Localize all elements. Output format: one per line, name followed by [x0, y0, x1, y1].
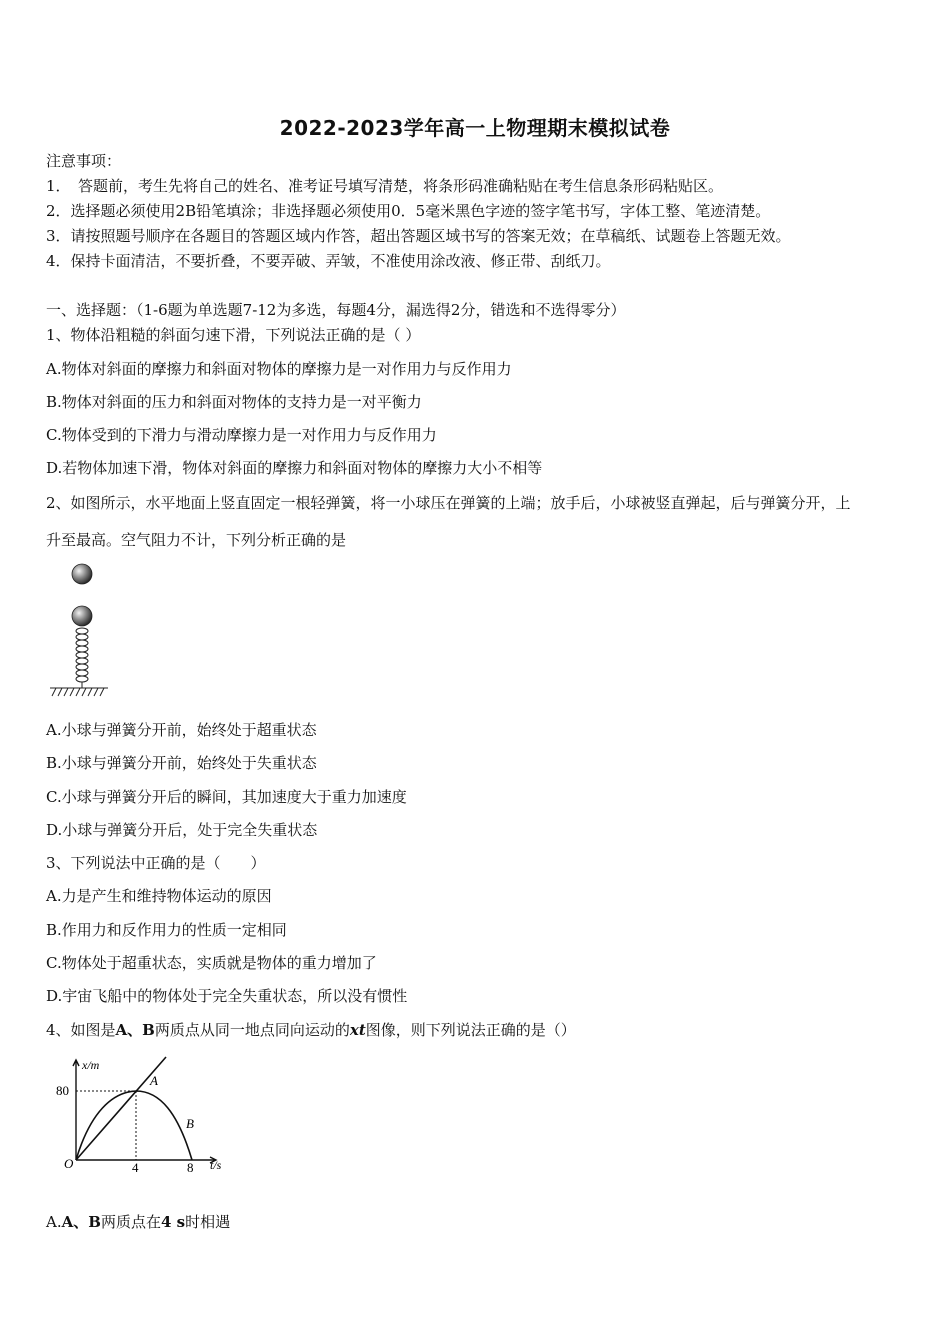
y-tick-80: 80: [56, 1083, 69, 1098]
origin-label: O: [64, 1156, 74, 1171]
q3-option-c: C.物体处于超重状态，实质就是物体的重力增加了: [46, 954, 377, 972]
xt-graph: [50, 1055, 240, 1180]
q2-option-a: A.小球与弹簧分开前，始终处于超重状态: [46, 721, 317, 739]
q1-option-b: B.物体对斜面的压力和斜面对物体的支持力是一对平衡力: [46, 393, 422, 411]
x-tick-4: 4: [132, 1160, 139, 1175]
q3-stem: 3、下列说法中正确的是（ ）: [46, 854, 266, 872]
label-a: A: [150, 1073, 158, 1088]
q4-option-a-suffix: 时相遇: [185, 1213, 231, 1231]
q4-stem-ab: A、B: [115, 1021, 155, 1039]
q2-option-d: D.小球与弹簧分开后，处于完全失重状态: [46, 821, 318, 839]
notice-item-2: 2．选择题必须使用2B铅笔填涂；非选择题必须使用0．5毫米黑色字迹的签字笔书写，字体工整、笔迹清楚。: [46, 202, 771, 220]
notice-item-3: 3．请按照题号顺序在各题目的答题区域内作答，超出答题区域书写的答案无效；在草稿纸、试题卷上答题无效。: [46, 227, 791, 245]
q4-option-a-prefix: A.: [46, 1213, 62, 1231]
q3-option-d: D.宇宙飞船中的物体处于完全失重状态，所以没有惯性: [46, 987, 408, 1005]
q4-option-a-mid: 两质点在: [100, 1213, 161, 1231]
curve-b: [76, 1091, 192, 1160]
lower-ball: [72, 606, 92, 626]
notice-heading: 注意事项：: [46, 152, 122, 170]
section-heading: 一、选择题：（1-6题为单选题7-12为多选，每题4分，漏选得2分，错选和不选得零分）: [46, 301, 626, 319]
q4-stem-mid: 两质点从同一地点同向运动的: [154, 1021, 350, 1039]
page-title: 2022-2023学年高一上物理期末模拟试卷: [279, 116, 671, 140]
q3-option-a: A.力是产生和维持物体运动的原因: [46, 887, 272, 905]
y-axis-label: x/m: [82, 1058, 100, 1072]
q4-option-a-ab: A、B: [61, 1213, 101, 1231]
q4-stem-var: xt: [349, 1021, 366, 1039]
q4-stem: [46, 1020, 576, 1040]
q4-stem-suffix: 图像，则下列说法正确的是（）: [365, 1021, 576, 1039]
q2-stem-line2: 升至最高。空气阻力不计，下列分析正确的是: [46, 531, 347, 549]
x-tick-8: 8: [187, 1160, 194, 1175]
q1-option-a: A.物体对斜面的摩擦力和斜面对物体的摩擦力是一对作用力与反作用力: [46, 360, 512, 378]
q4-stem-prefix: 4、如图是: [46, 1021, 116, 1039]
notice-item-4: 4．保持卡面清洁，不要折叠，不要弄破、弄皱，不准使用涂改液、修正带、刮纸刀。: [46, 252, 611, 270]
q1-option-c: C.物体受到的下滑力与滑动摩擦力是一对作用力与反作用力: [46, 426, 437, 444]
q4-option-a: [46, 1212, 230, 1232]
label-b: B: [186, 1116, 194, 1131]
spring: [76, 628, 88, 688]
top-ball: [72, 564, 92, 584]
q2-stem-line1: 2、如图所示，水平地面上竖直固定一根轻弹簧，将一小球压在弹簧的上端；放手后，小球被竖直弹起，后与弹簧分开，上: [46, 494, 851, 512]
q2-option-c: C.小球与弹簧分开后的瞬间，其加速度大于重力加速度: [46, 788, 407, 806]
x-axis-label: t/s: [210, 1158, 222, 1172]
q4-option-a-num: 4 s: [160, 1213, 186, 1231]
spring-ball-figure: [40, 560, 120, 700]
q1-stem: 1、物体沿粗糙的斜面匀速下滑，下列说法正确的是（ ）: [46, 326, 421, 344]
ground: [50, 688, 108, 696]
notice-item-1: 1． 答题前，考生先将自己的姓名、准考证号填写清楚，将条形码准确粘贴在考生信息条形码粘贴区。: [46, 177, 724, 195]
q2-option-b: B.小球与弹簧分开前，始终处于失重状态: [46, 754, 317, 772]
q1-option-d: D.若物体加速下滑，物体对斜面的摩擦力和斜面对物体的摩擦力大小不相等: [46, 459, 543, 477]
q3-option-b: B.作用力和反作用力的性质一定相同: [46, 921, 287, 939]
